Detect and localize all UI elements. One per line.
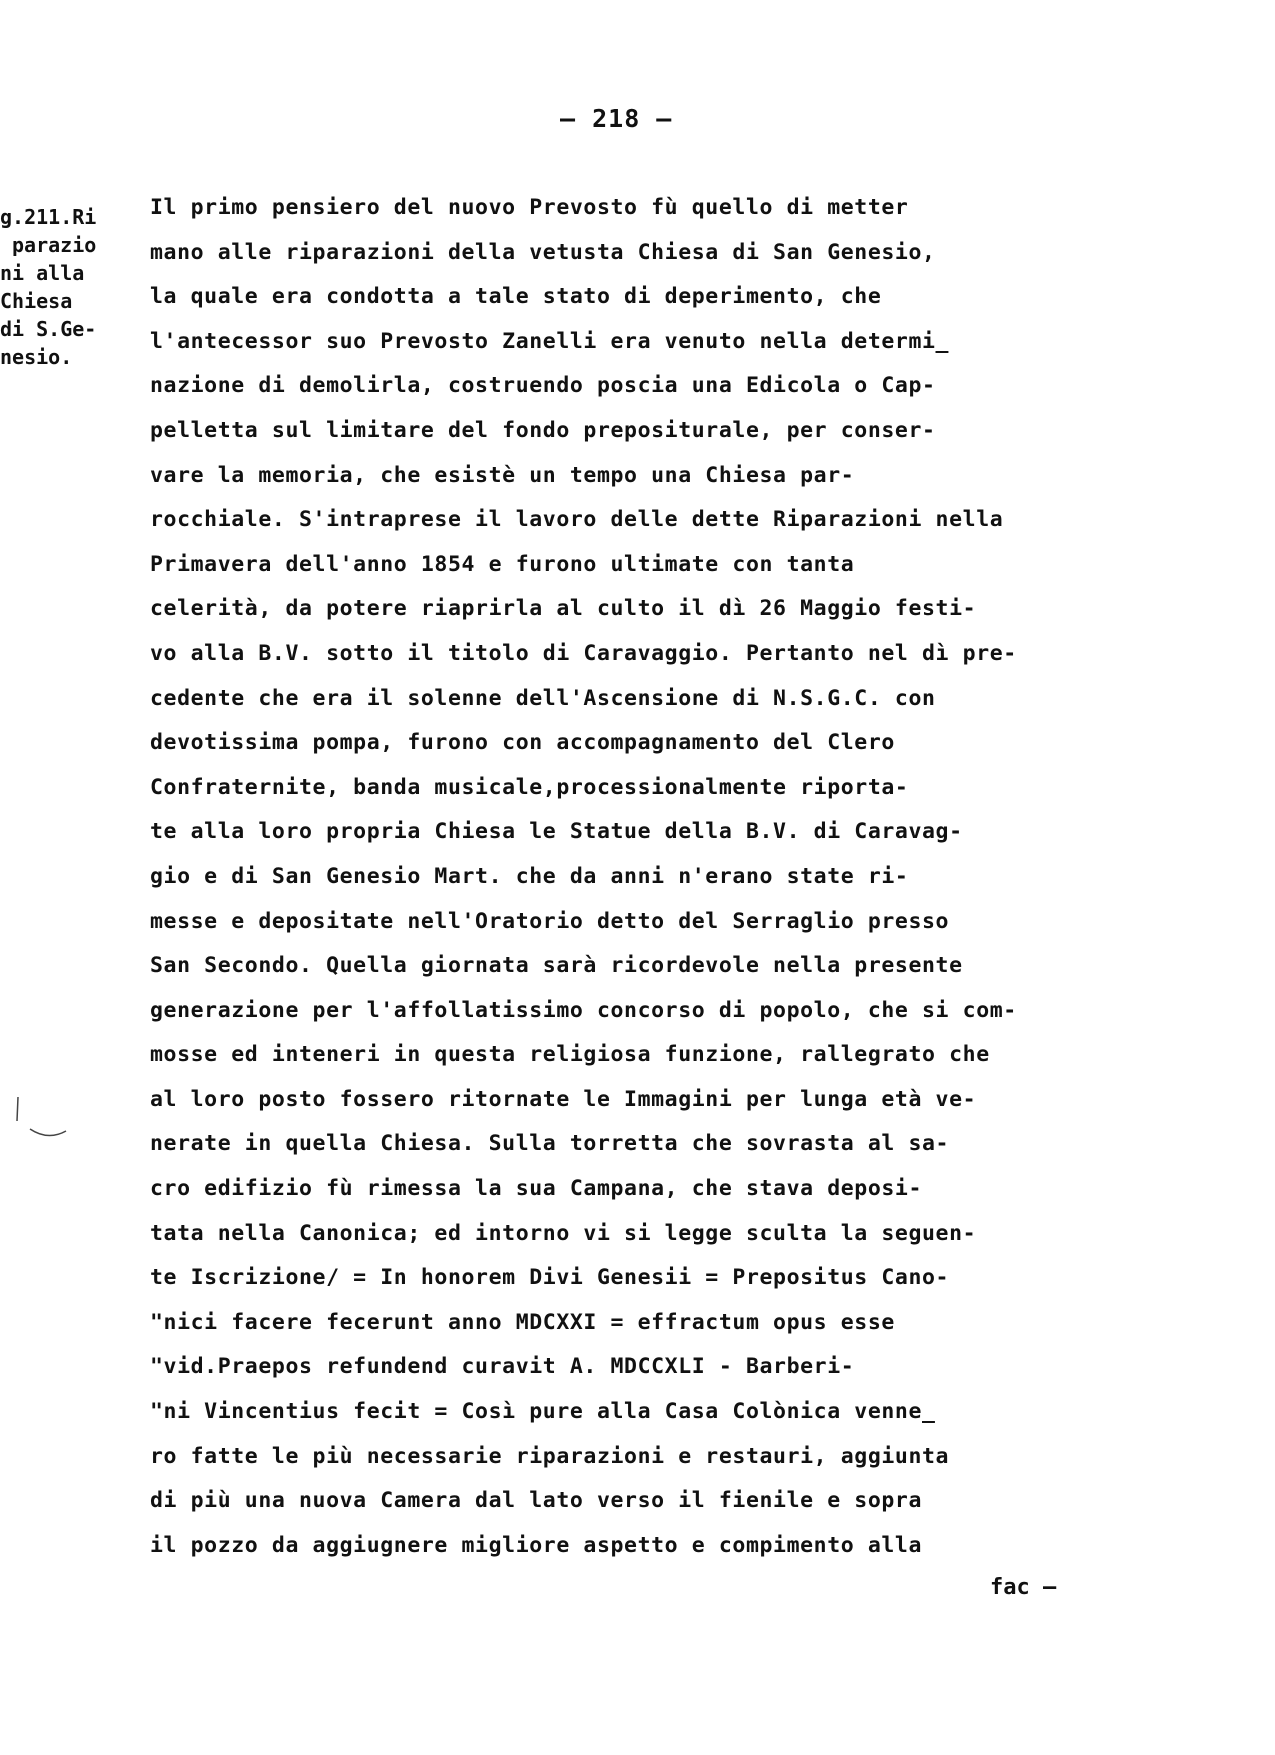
text-line: San Secondo. Quella giornata sarà ricordevole nella presente: [150, 953, 963, 979]
margin-note-line: di S.Ge-: [0, 317, 97, 341]
scan-mark-tick: [8, 1095, 28, 1125]
text-line: nerate in quella Chiesa. Sulla torretta che sovrasta al sa-: [150, 1131, 950, 1157]
text-line: te alla loro propria Chiesa le Statue della B.V. di Caravag-: [150, 819, 963, 845]
margin-note-line: Chiesa: [0, 289, 73, 313]
body-text: [150, 186, 1150, 1568]
margin-note-line: ni alla: [0, 261, 85, 285]
text-line: il pozzo da aggiugnere migliore aspetto e compimento alla: [150, 1532, 923, 1558]
text-line: vare la memoria, che esistè un tempo una Chiesa par-: [150, 462, 855, 488]
text-line: mosse ed inteneri in questa religiosa funzione, rallegrato che: [150, 1042, 990, 1068]
text-line: ro fatte le più necessarie riparazioni e restauri, aggiunta: [150, 1443, 950, 1469]
margin-note-line: nesio.: [0, 345, 73, 369]
text-line: mano alle riparazioni della vetusta Chiesa di San Genesio,: [150, 239, 936, 265]
text-line: cro edifizio fù rimessa la sua Campana, che stava deposi-: [150, 1176, 923, 1202]
page-number: – 218 –: [560, 104, 673, 133]
margin-note: [0, 203, 140, 371]
margin-note-line: parazio: [12, 233, 97, 257]
text-line: devotissima pompa, furono con accompagnamento del Clero: [150, 730, 895, 756]
scan-mark-curve: [28, 1125, 68, 1145]
text-line: pelletta sul limitare del fondo prepositurale, per conser-: [150, 417, 936, 443]
text-line: tata nella Canonica; ed intorno vi si legge sculta la seguen-: [150, 1220, 977, 1246]
text-line: Il primo pensiero del nuovo Prevosto fù quello di metter: [150, 195, 909, 220]
text-line: al loro posto fossero ritornate le Immagini per lunga età ve-: [150, 1086, 977, 1112]
text-line: Primavera dell'anno 1854 e furono ultimate con tanta: [150, 551, 855, 577]
text-line: gio e di San Genesio Mart. che da anni n'erano state ri-: [150, 863, 909, 889]
text-line: di più una nuova Camera dal lato verso il fienile e sopra: [150, 1488, 923, 1514]
text-line: "vid.Praepos refundend curavit A. MDCCXLI - Barberi-: [150, 1354, 855, 1380]
text-line: vo alla B.V. sotto il titolo di Caravaggio. Pertanto nel dì pre-: [150, 640, 1017, 666]
text-line: "ni Vincentius fecit = Così pure alla Casa Colònica venne_: [150, 1399, 936, 1425]
text-line: nazione di demolirla, costruendo poscia una Edicola o Cap-: [150, 373, 936, 399]
text-line: "nici facere fecerunt anno MDCXXI = effractum opus esse: [150, 1309, 895, 1335]
text-line: messe e depositate nell'Oratorio detto del Serraglio presso: [150, 908, 950, 934]
text-line: te Iscrizione/ = In honorem Divi Genesii = Prepositus Cano-: [150, 1265, 950, 1291]
text-line: Confraternite, banda musicale,processionalmente riporta-: [150, 774, 909, 800]
text-line: cedente che era il solenne dell'Ascensione di N.S.G.C. con: [150, 685, 936, 711]
text-line: celerità, da potere riaprirla al culto il dì 26 Maggio festi-: [150, 596, 977, 622]
margin-note-line: g.211.Ri: [0, 205, 97, 229]
text-line: rocchiale. S'intraprese il lavoro delle dette Riparazioni nella: [150, 507, 1004, 533]
text-line: la quale era condotta a tale stato di deperimento, che: [150, 284, 882, 310]
text-line: generazione per l'affollatissimo concorso di popolo, che si com-: [150, 997, 1017, 1023]
catchword: fac –: [990, 1575, 1057, 1600]
text-line: l'antecessor suo Prevosto Zanelli era venuto nella determi_: [150, 328, 950, 354]
